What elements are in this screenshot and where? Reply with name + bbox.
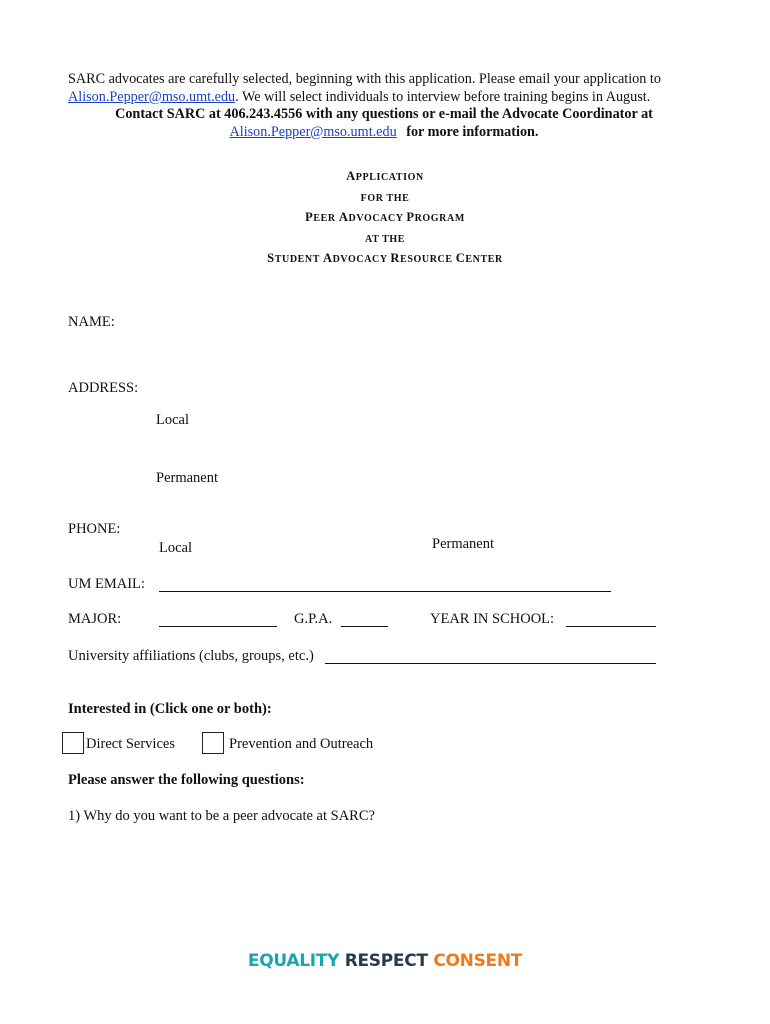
name-label: NAME: bbox=[68, 314, 115, 330]
affiliations-label: University affiliations (clubs, groups, etc.) bbox=[68, 648, 314, 664]
title-line-at-the: AT THE bbox=[364, 234, 405, 245]
footer-slogan bbox=[0, 951, 770, 971]
address-label: ADDRESS: bbox=[68, 380, 139, 396]
intro-paragraph bbox=[68, 71, 708, 141]
um-email-field[interactable] bbox=[159, 579, 611, 592]
major-field[interactable] bbox=[159, 614, 277, 627]
year-in-school-label: YEAR IN SCHOOL: bbox=[430, 611, 555, 627]
slogan-consent: CONSENT bbox=[433, 951, 523, 971]
prevention-outreach-label: Prevention and Outreach bbox=[229, 736, 374, 752]
um-email-label: UM EMAIL: bbox=[68, 576, 145, 592]
major-label: MAJOR: bbox=[68, 611, 122, 627]
address-local-label: Local bbox=[156, 412, 190, 428]
coordinator-email-link[interactable]: Alison.Pepper@mso.umt.edu bbox=[229, 123, 397, 140]
affiliations-field[interactable] bbox=[325, 651, 656, 664]
slogan-respect: RESPECT bbox=[344, 951, 428, 971]
intro-line-1: SARC advocates are carefully selected, beginning with this application. Please email your application to bbox=[68, 71, 661, 87]
direct-services-checkbox[interactable] bbox=[62, 732, 84, 754]
phone-label: PHONE: bbox=[68, 521, 121, 537]
direct-services-label: Direct Services bbox=[86, 736, 175, 752]
questions-heading: Please answer the following questions: bbox=[68, 772, 305, 788]
address-permanent-label: Permanent bbox=[156, 470, 219, 486]
gpa-field[interactable] bbox=[341, 614, 388, 627]
intro-line-2 bbox=[68, 89, 708, 107]
title-line-center: STUDENT ADVOCACY RESOURCE CENTER bbox=[267, 251, 503, 265]
title-line-program: PEER ADVOCACY PROGRAM bbox=[305, 210, 465, 224]
gpa-label: G.P.A. bbox=[294, 611, 333, 627]
interested-label: Interested in (Click one or both): bbox=[68, 701, 272, 717]
slogan-equality: EQUALITY bbox=[247, 951, 340, 971]
phone-permanent-label: Permanent bbox=[432, 536, 495, 552]
contact-line: Contact SARC at 406.243.4556 with any questions or e-mail the Advocate Coordinator at bbox=[115, 106, 653, 122]
title-line-for-the: FOR THE bbox=[360, 193, 410, 204]
more-info-text: for more information. bbox=[402, 123, 539, 140]
email-link[interactable]: Alison.Pepper@mso.umt.edu bbox=[68, 88, 236, 105]
intro-line-2-text: . We will select individuals to interview before training begins in August. bbox=[235, 88, 651, 105]
phone-local-label: Local bbox=[159, 540, 193, 556]
question-1: 1) Why do you want to be a peer advocate at SARC? bbox=[68, 808, 375, 824]
contact-email-line bbox=[60, 124, 708, 142]
title-line-application: APPLICATION bbox=[346, 169, 424, 183]
year-in-school-field[interactable] bbox=[566, 614, 656, 627]
prevention-outreach-checkbox[interactable] bbox=[202, 732, 224, 754]
